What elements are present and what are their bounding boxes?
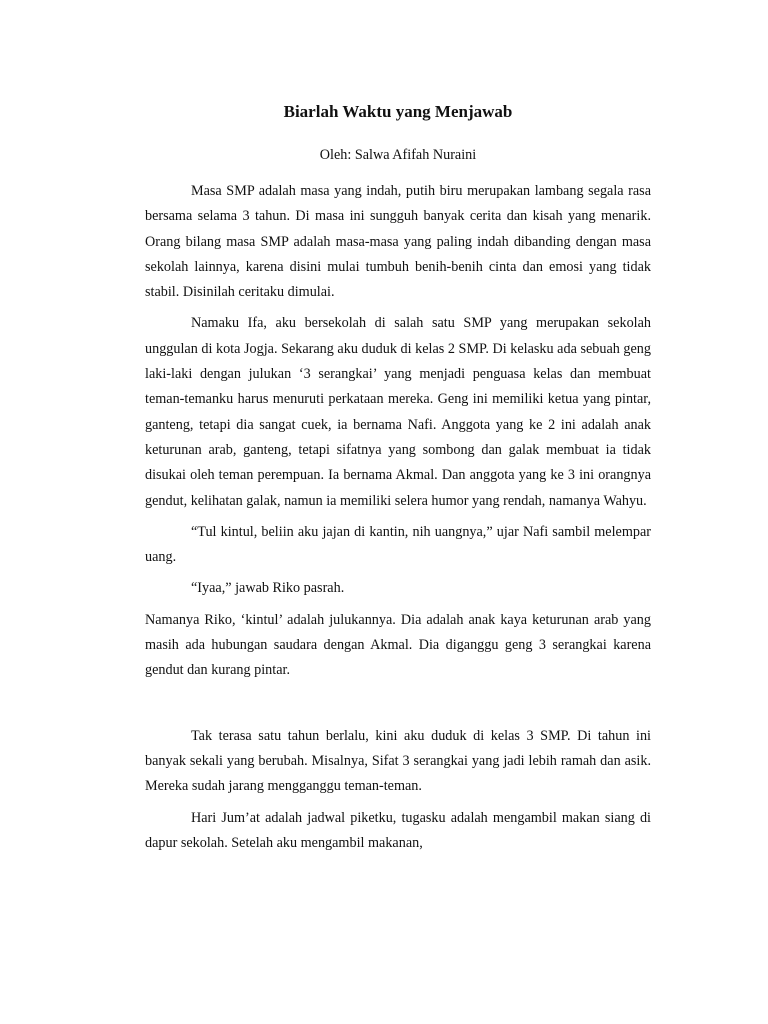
- paragraph-6: Tak terasa satu tahun berlalu, kini aku duduk di kelas 3 SMP. Di tahun ini banyak sekali yang berubah. Misalnya, Sifat 3 serangkai yang jadi lebih ramah dan asik. Mereka sudah jarang mengganggu teman-teman.: [145, 727, 651, 795]
- section-gap: [145, 690, 651, 724]
- paragraph-5: Namanya Riko, ‘kintul’ adalah julukannya. Dia adalah anak kaya keturunan arab yang masih ada hubungan saudara dengan Akmal. Dia diganggu geng 3 serangkai karena gendut dan kurang pintar.: [145, 611, 651, 679]
- paragraph-1: Masa SMP adalah masa yang indah, putih biru merupakan lambang segala rasa bersama selama 3 tahun. Di masa ini sungguh banyak cerita dan kisah yang menarik. Orang bilang masa SMP adalah masa-masa yang paling indah dibanding dengan masa sekolah lainnya, karena disini mulai tumbuh benih-benih cinta dan emosi yang tidak stabil. Disinilah ceritaku dimulai.: [145, 183, 651, 301]
- story-title: Biarlah Waktu yang Menjawab: [283, 102, 513, 121]
- paragraph-7: Hari Jum’at adalah jadwal piketku, tugasku adalah mengambil makan siang di dapur sekolah. Setelah aku mengambil makanan,: [145, 809, 651, 851]
- document-page: [145, 100, 651, 862]
- paragraph-4: “Iyaa,” jawab Riko pasrah.: [191, 580, 345, 597]
- author-line: Oleh: Salwa Afifah Nuraini: [319, 147, 477, 163]
- paragraph-2: Namaku Ifa, aku bersekolah di salah satu SMP yang merupakan sekolah unggulan di kota Jogja. Sekarang aku duduk di kelas 2 SMP. Di kelasku ada sebuah geng laki-laki dengan julukan ‘3 serangkai’ yang menjadi penguasa kelas dan membuat teman-temanku harus menuruti perkataan mereka. Geng ini memiliki ketua yang pintar, ganteng, tetapi dia sangat cuek, ia bernama Nafi. Anggota yang ke 2 ini adalah anak keturunan arab, ganteng, tetapi sifatnya yang sombong dan galak membuat ia tidak disukai oleh teman perempuan. Ia bernama Akmal. Dan anggota yang ke 3 ini orangnya gendut, kelihatan galak, namun ia memiliki selera humor yang rendah, namanya Wahyu.: [145, 315, 651, 509]
- paragraph-3: “Tul kintul, beliin aku jajan di kantin, nih uangnya,” ujar Nafi sambil melempar uang.: [145, 523, 651, 566]
